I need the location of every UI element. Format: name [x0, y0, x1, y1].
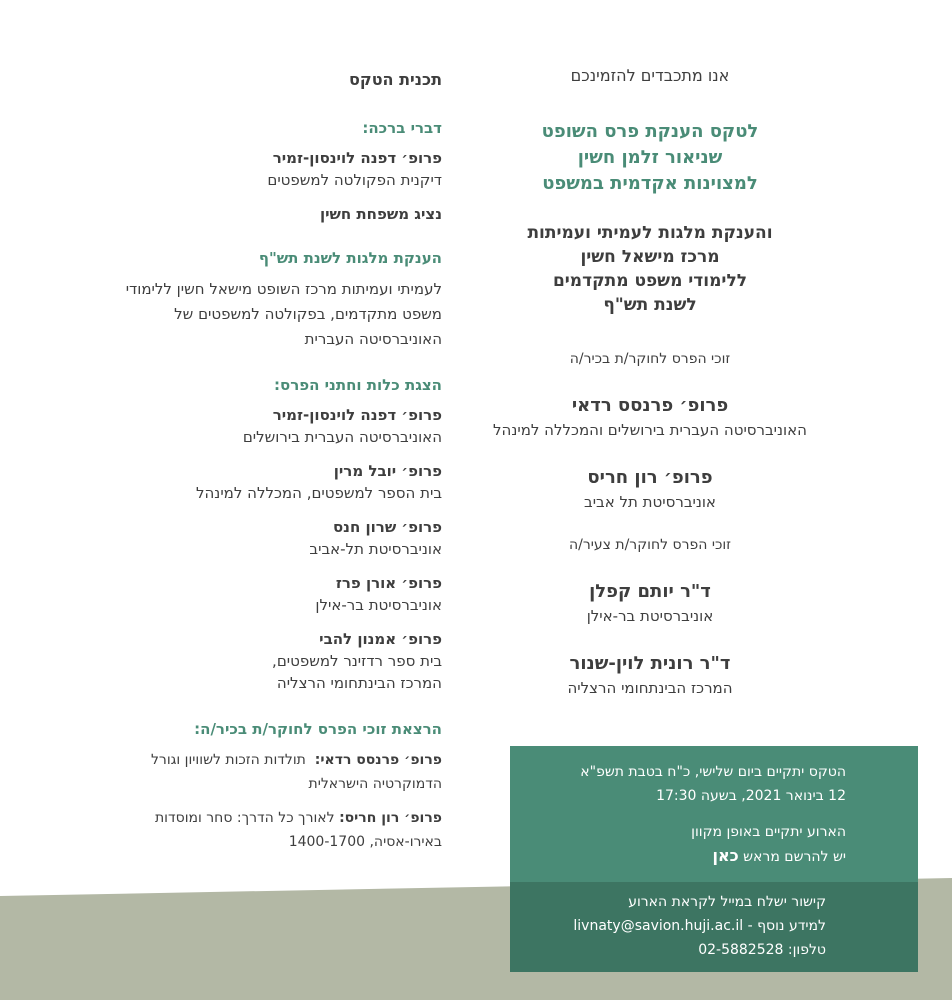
winner-affiliation: המרכז הבינתחומי הרצליה — [567, 679, 733, 697]
speaker-affiliation: אוניברסיטת תל-אביב — [309, 540, 442, 558]
speaker-name: פרופ׳ אורן פרז — [335, 574, 442, 592]
speaker — [80, 460, 442, 504]
event-details — [510, 746, 918, 869]
prize-title — [480, 119, 820, 197]
greeter-name: פרופ׳ דפנה לוינסון-זמיר — [272, 149, 442, 167]
winner-name: ד"ר רונית לוין-שנור — [569, 653, 731, 674]
medals-text-line: האוניברסיטה העברית — [304, 330, 442, 348]
junior-category: זוכי הפרס לחוקר/ת צעיר/ה — [568, 537, 732, 553]
prize-title-line: לטקס הענקת פרס השופט — [541, 121, 759, 142]
lecture — [80, 748, 442, 796]
event-date-time: 12 בינואר 2021, בשעה 17:30 — [656, 788, 846, 804]
event-date-hebrew: הטקס יתקיים ביום שלישי, כ"ח בטבת תשפ"א — [580, 764, 846, 780]
winner-affiliation: אוניברסיטת בר-אילן — [586, 607, 714, 625]
speaker — [80, 572, 442, 616]
medals-text-line: משפט מתקדמים, בפקולטה למשפטים של — [174, 305, 442, 323]
event-online-note: הארוע יתקיים באופן מקוון — [691, 824, 846, 840]
senior-winner — [480, 465, 820, 513]
speaker-affiliation: המרכז הבינתחומי הרצליה — [276, 674, 442, 692]
contact-panel — [510, 882, 918, 972]
lecture-title: הדמוקרטיה הישראלית — [308, 776, 442, 792]
lecture — [80, 806, 442, 854]
speaker — [80, 404, 442, 448]
medal-title — [480, 221, 820, 317]
program-column — [80, 70, 442, 864]
senior-category: זוכי הפרס לחוקר/ת בכיר/ה — [569, 351, 731, 367]
medal-title-line: מרכז מישאל חשין — [580, 247, 720, 267]
link-note: קישור ישלח במייל לקראת הארוע — [628, 894, 826, 910]
greetings-heading: דברי ברכה: — [362, 119, 442, 137]
invitation-intro: אנו מתכבדים להזמינכם — [570, 66, 730, 85]
winner-name: פרופ׳ פרנסס רדאי — [571, 395, 729, 416]
junior-winner — [480, 579, 820, 627]
winner-name: ד"ר יותם קפלן — [589, 581, 711, 602]
program-title: תכנית הטקס — [349, 70, 442, 89]
medals-text — [80, 277, 442, 352]
speaker-affiliation: אוניברסיטת בר-אילן — [315, 596, 442, 614]
speaker — [80, 516, 442, 560]
speech-heading: הצגת כלות וחתני הפרס: — [274, 376, 442, 394]
medals-text-line: לעמיתי ועמיתות מרכז השופט מישאל חשין ללימודי — [125, 280, 442, 298]
medals-heading: הענקת מלגות לשנת תש"ף — [258, 249, 442, 267]
lecture-speaker: פרופ׳ פרנסס רדאי: — [314, 752, 442, 768]
lecture-line — [80, 806, 442, 830]
speaker-name: פרופ׳ אמנון להבי — [319, 630, 442, 648]
lecture-title: באירו-אסיה, 1400-1700 — [288, 834, 442, 850]
greeter-role: דיקנית הפקולטה למשפטים — [267, 171, 442, 189]
contact-email[interactable]: livnaty@savion.huji.ac.il — [573, 918, 744, 934]
medal-title-line: לשנת תש"ף — [603, 295, 697, 315]
senior-winner — [480, 393, 820, 441]
invitation-column — [480, 66, 820, 723]
winner-name: פרופ׳ רון חריס — [587, 467, 713, 488]
contact-label: למידע נוסף - — [747, 918, 826, 934]
prize-title-line: שניאור זלמן חשין — [577, 147, 723, 168]
greeter-name: נציג משפחת חשין — [319, 205, 442, 223]
register-text: יש להרשם מראש — [743, 849, 846, 865]
phone-label: טלפון: — [787, 942, 826, 958]
speaker-affiliation: בית ספר רדזינר למשפטים, — [272, 652, 442, 670]
speaker-affiliation: בית הספר למשפטים, המכללה למינהל — [195, 484, 442, 502]
register-line — [530, 844, 846, 869]
speaker-affiliation: האוניברסיטה העברית בירושלים — [242, 428, 442, 446]
junior-winner — [480, 651, 820, 699]
medal-title-line: ללימודי משפט מתקדמים — [552, 271, 748, 291]
lecture-line — [80, 748, 442, 772]
contact-line — [530, 914, 826, 938]
speaker-name: פרופ׳ יובל מרין — [333, 462, 442, 480]
phone-number: 02-5882528 — [698, 942, 784, 958]
prize-title-line: למצוינות אקדמית במשפט — [542, 173, 758, 194]
phone-line — [530, 938, 826, 962]
medal-title-line: והענקת מלגות לעמיתי ועמיתות — [527, 223, 773, 243]
greeter — [80, 147, 442, 191]
speaker — [80, 628, 442, 694]
winner-affiliation: אוניברסיטת תל אביב — [584, 493, 716, 511]
lecture-title: לאורך כל הדרך: סחר ומוסדות — [154, 810, 335, 826]
speaker-name: פרופ׳ שרון חנס — [332, 518, 442, 536]
register-link[interactable]: כאן — [712, 846, 739, 865]
lecture-title: תולדות הזכות לשוויון וגורל — [150, 752, 306, 768]
lectures-heading: הרצאת זוכי הפרס לחוקר/ת בכיר/ה: — [194, 720, 442, 738]
event-info-box — [510, 746, 918, 972]
winner-affiliation: האוניברסיטה העברית בירושלים והמכללה למינהל — [493, 421, 807, 439]
lecture-speaker: פרופ׳ רון חריס: — [339, 810, 442, 826]
speaker-name: פרופ׳ דפנה לוינסון-זמיר — [272, 406, 442, 424]
